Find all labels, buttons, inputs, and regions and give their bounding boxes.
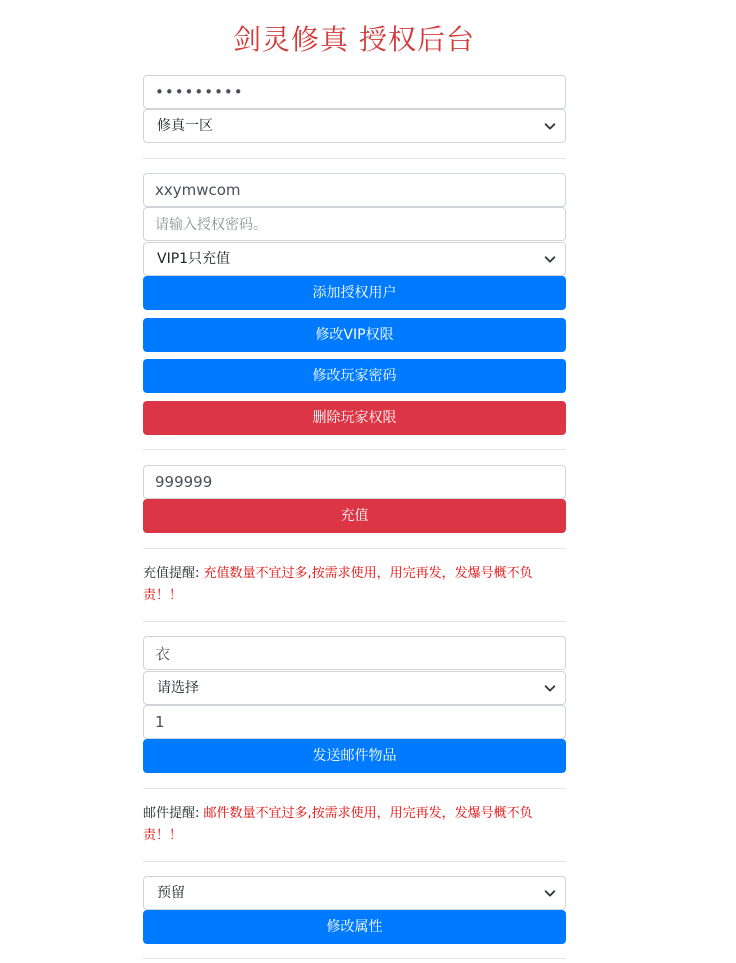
page-title: 剑灵修真 授权后台 bbox=[233, 23, 475, 56]
attribute-select[interactable] bbox=[143, 876, 566, 910]
server-select[interactable] bbox=[143, 109, 566, 143]
divider bbox=[143, 158, 566, 159]
item-search-input[interactable] bbox=[143, 636, 566, 670]
send-mail-item-button[interactable]: 发送邮件物品 bbox=[143, 739, 566, 773]
chevron-down-icon bbox=[543, 886, 557, 900]
chevron-down-icon bbox=[543, 119, 557, 133]
vip-level-select-value: VIP1只充值 bbox=[157, 251, 231, 267]
recharge-notice-text: 充值数量不宜过多,按需求使用，用完再发，发爆号概不负责！！ bbox=[143, 566, 533, 603]
recharge-notice bbox=[143, 563, 566, 607]
add-auth-user-button[interactable]: 添加授权用户 bbox=[143, 276, 566, 310]
main-panel bbox=[143, 0, 566, 963]
modify-vip-button[interactable]: 修改VIP权限 bbox=[143, 318, 566, 352]
divider bbox=[143, 788, 566, 789]
attribute-select-value: 预留 bbox=[157, 885, 185, 901]
chevron-down-icon bbox=[543, 252, 557, 266]
item-quantity-input[interactable] bbox=[143, 705, 566, 739]
auth-password-input[interactable] bbox=[143, 207, 566, 241]
item-select-value: 请选择 bbox=[157, 680, 199, 696]
vip-level-select[interactable] bbox=[143, 242, 566, 276]
chevron-down-icon bbox=[543, 681, 557, 695]
recharge-notice-label: 充值提醒: bbox=[143, 566, 204, 581]
delete-auth-button[interactable]: 删除玩家权限 bbox=[143, 401, 566, 435]
modify-password-button[interactable]: 修改玩家密码 bbox=[143, 359, 566, 393]
divider bbox=[143, 861, 566, 862]
divider bbox=[143, 449, 566, 450]
mail-notice-label: 邮件提醒: bbox=[143, 806, 204, 821]
server-select-value: 修真一区 bbox=[157, 118, 213, 134]
divider bbox=[143, 621, 566, 622]
mail-notice-text: 邮件数量不宜过多,按需求使用，用完再发，发爆号概不负责！！ bbox=[143, 806, 533, 843]
recharge-button[interactable]: 充值 bbox=[143, 499, 566, 533]
item-select[interactable] bbox=[143, 671, 566, 705]
recharge-amount-input[interactable] bbox=[143, 465, 566, 499]
mail-notice bbox=[143, 803, 566, 847]
username-input[interactable] bbox=[143, 173, 566, 207]
divider bbox=[143, 958, 566, 959]
divider bbox=[143, 548, 566, 549]
modify-attribute-button[interactable]: 修改属性 bbox=[143, 910, 566, 944]
admin-password-input[interactable] bbox=[143, 75, 566, 109]
